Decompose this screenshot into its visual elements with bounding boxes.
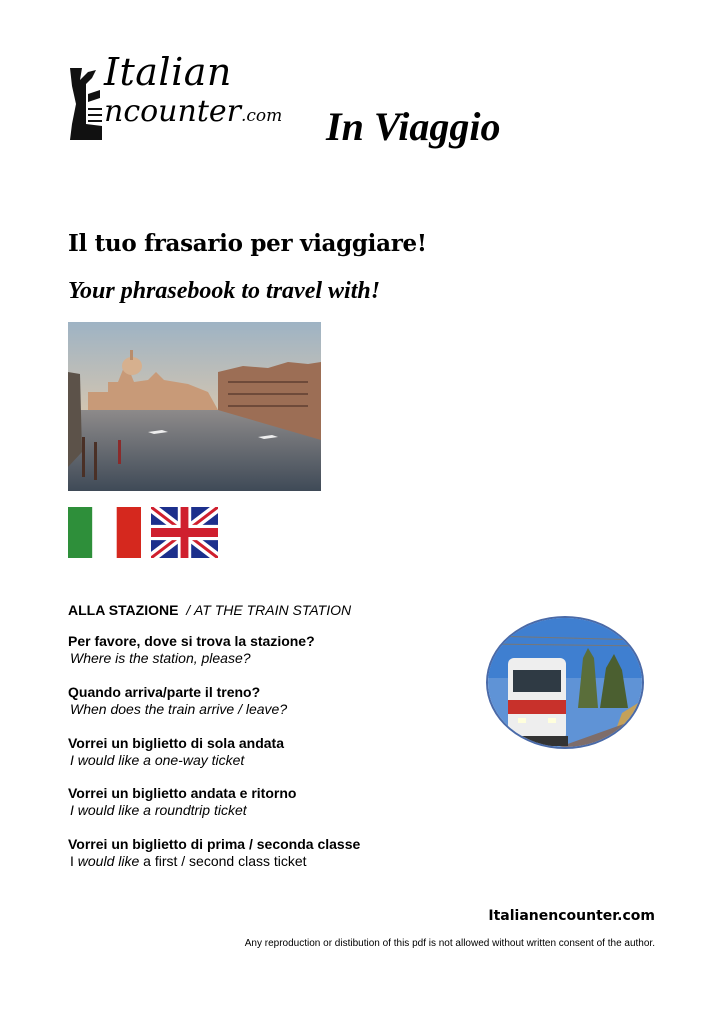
phrase-item	[68, 785, 488, 819]
phrase-italian: Vorrei un biglietto di sola andata	[68, 735, 284, 751]
phrase-item	[68, 836, 488, 870]
venice-canal-photo	[68, 322, 321, 491]
logo-com-suffix: .com	[240, 106, 283, 126]
heading-english: Your phrasebook to travel with!	[68, 278, 381, 304]
phrase-english: Where is the station, please?	[70, 650, 251, 666]
phrase-english-part: would like	[77, 853, 140, 869]
italian-flag-icon	[68, 507, 141, 558]
footer-note: Any reproduction or distibution of this pdf is not allowed without written consent of the author.	[244, 938, 655, 949]
logo-word-encounter	[104, 94, 282, 129]
phrase-item	[68, 684, 488, 718]
phrase-english: I would like a roundtrip ticket	[70, 802, 247, 818]
phrase-italian: Quando arriva/parte il treno?	[68, 684, 261, 700]
phrase-italian: Per favore, dove si trova la stazione?	[68, 633, 315, 649]
site-url: Italianencounter.com	[488, 908, 655, 924]
phrase-item	[68, 735, 488, 769]
phrase-italian: Vorrei un biglietto di prima / seconda classe	[68, 836, 361, 852]
page-title: In Viaggio	[326, 104, 501, 149]
phrase-english-part: I	[70, 853, 78, 869]
section-title-separator: /	[186, 602, 191, 618]
logo-word-encounter-text: ncounter	[104, 94, 241, 129]
logo-word-italian: Italian	[104, 50, 232, 94]
phrase-item	[68, 633, 488, 667]
phrase-italian: Vorrei un biglietto andata e ritorno	[68, 785, 297, 801]
heading-italian: Il tuo frasario per viaggiare!	[68, 230, 427, 257]
section-title-italian: ALLA STAZIONE	[68, 602, 179, 618]
phrase-english: When does the train arrive / leave?	[70, 701, 288, 717]
train-photo	[486, 616, 644, 749]
uk-flag-icon	[151, 507, 218, 558]
phrase-english-part: a first / second class ticket	[139, 853, 307, 869]
section-title	[68, 602, 351, 618]
section-title-english: AT THE TRAIN STATION	[194, 602, 352, 618]
singer-silhouette-icon	[66, 64, 106, 142]
phrase-english	[68, 853, 488, 870]
phrase-english: I would like a one-way ticket	[70, 752, 245, 768]
site-logo	[66, 50, 316, 145]
